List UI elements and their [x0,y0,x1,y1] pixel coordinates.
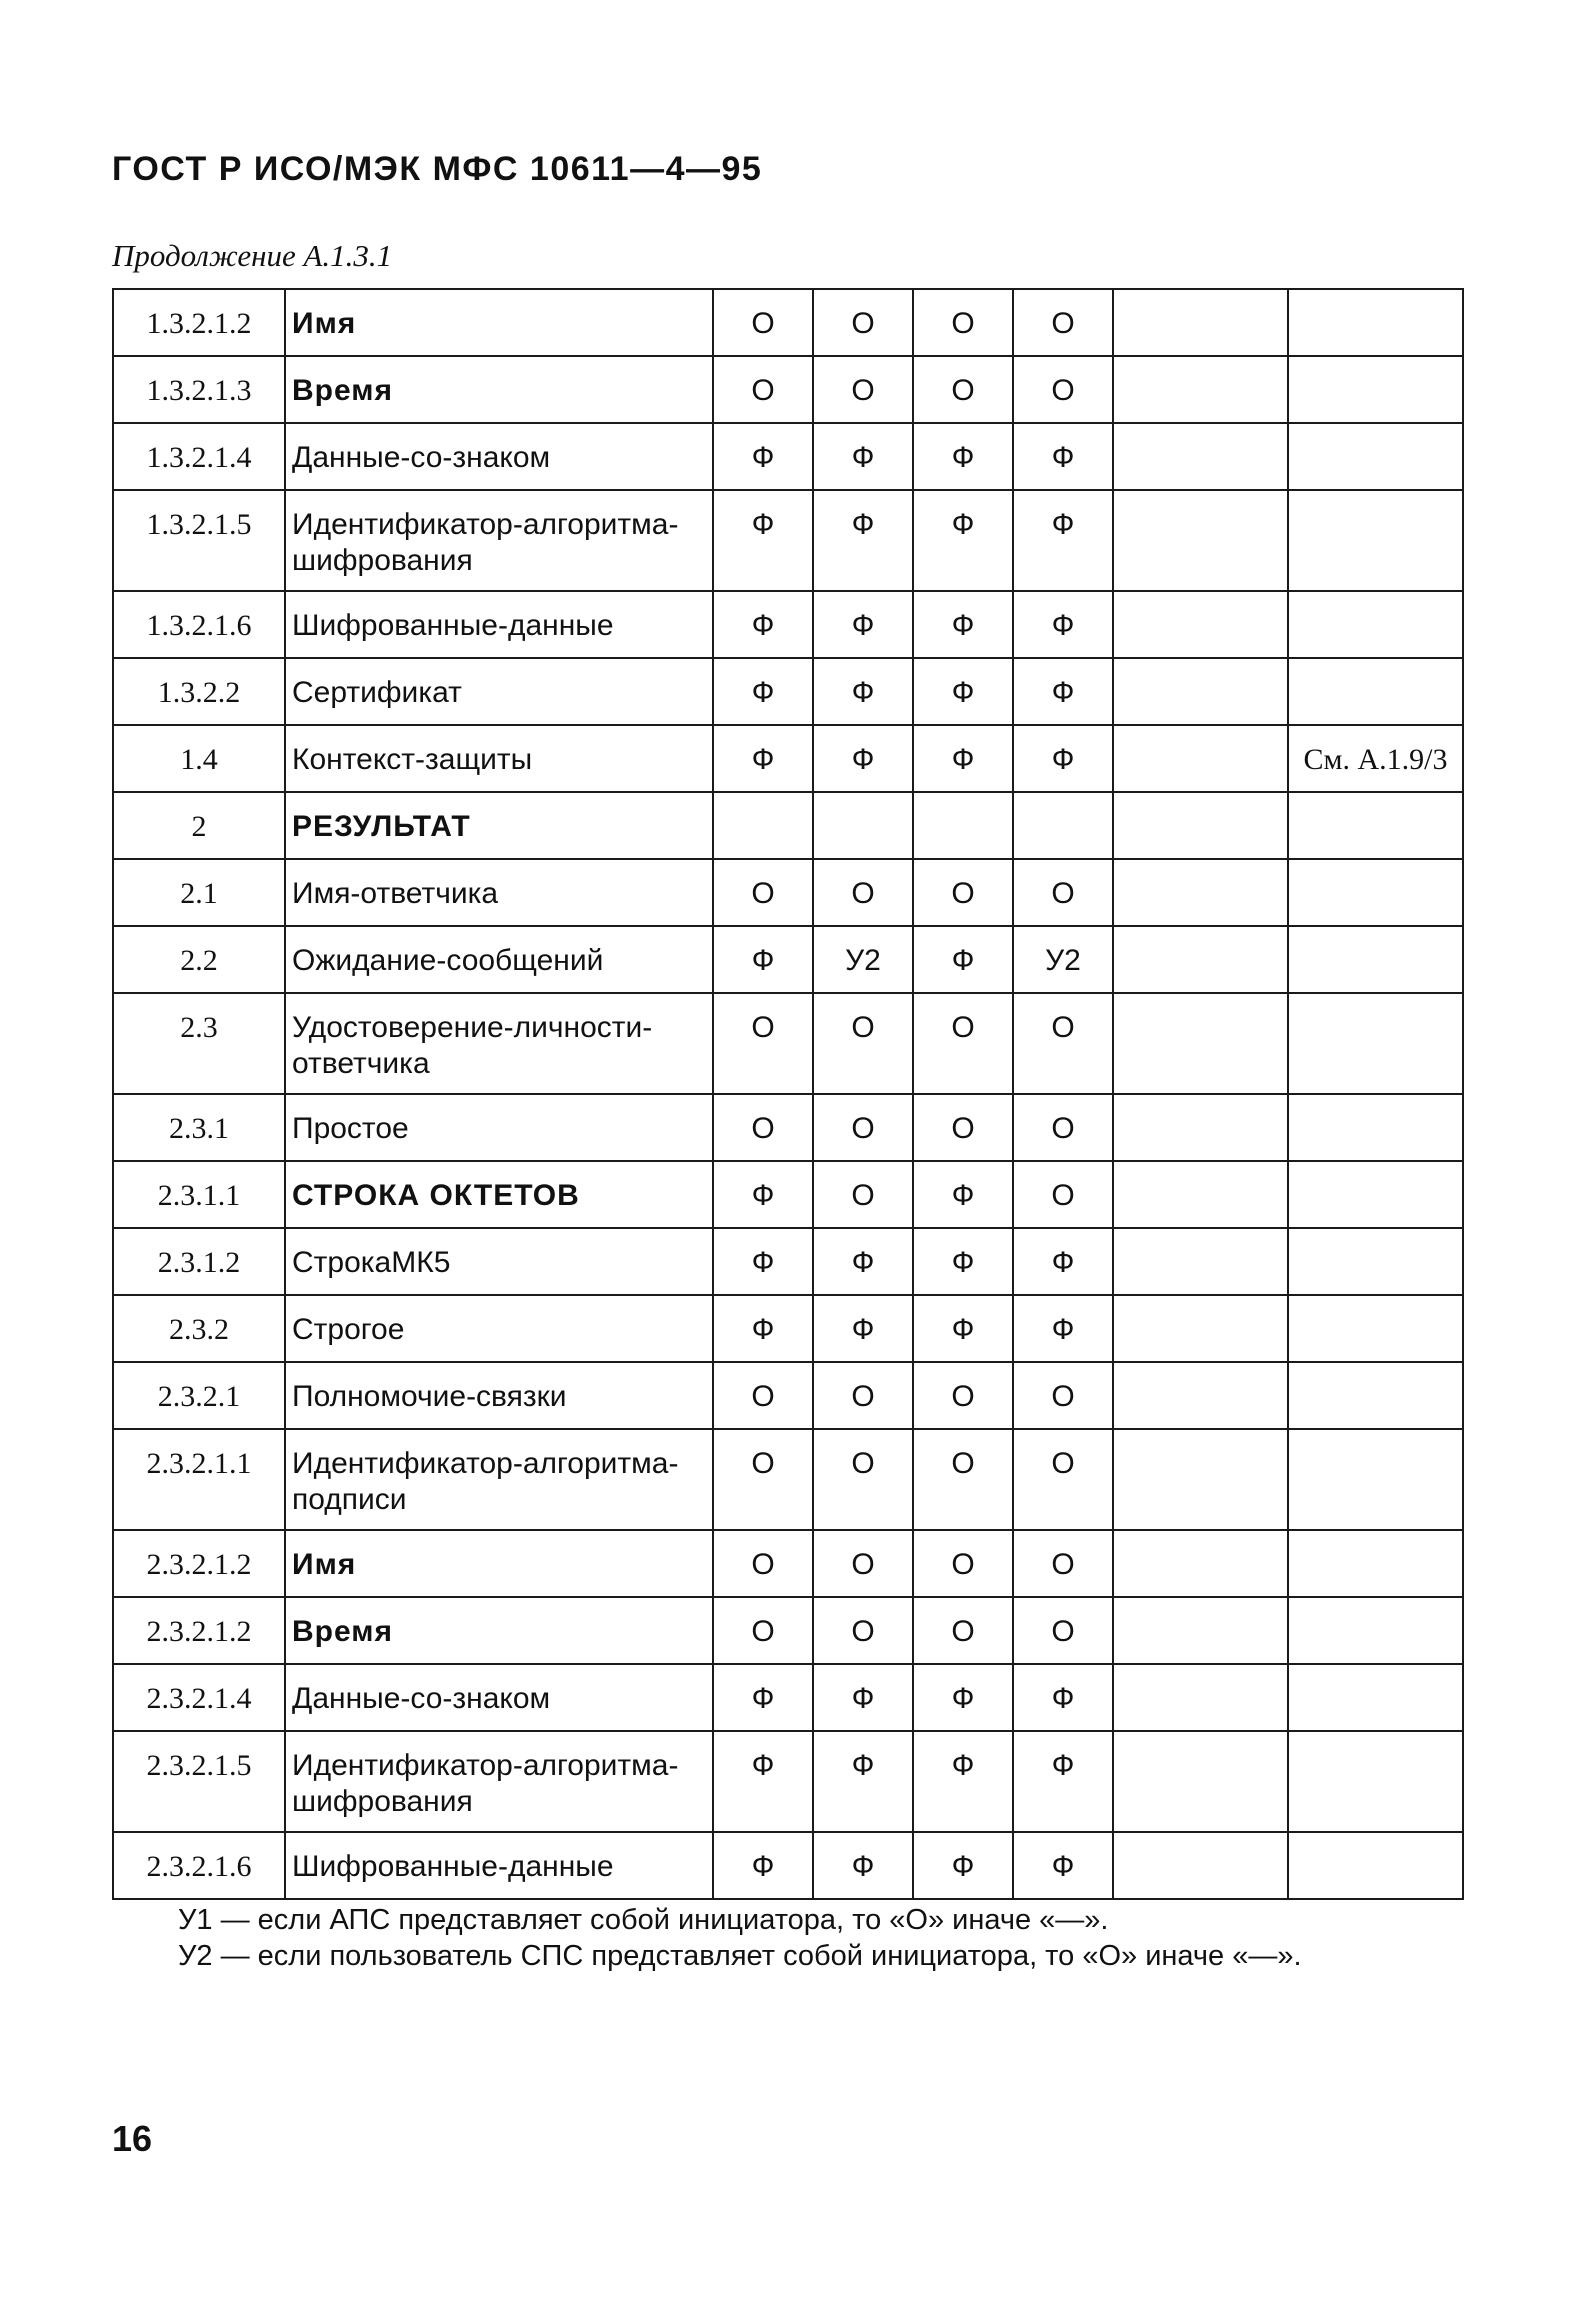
note-cell [1288,356,1463,423]
support-cell [1113,1161,1288,1228]
status-cell: О [813,1429,913,1530]
status-cell: О [1013,1362,1113,1429]
table-row [113,289,1463,356]
status-cell: Ф [813,591,913,658]
status-cell [1013,792,1113,859]
support-cell [1113,1362,1288,1429]
item-name: Шифрованные-данные [285,591,713,658]
note-cell [1288,1295,1463,1362]
status-cell: Ф [813,658,913,725]
item-name: Строгое [285,1295,713,1362]
status-cell: Ф [713,725,813,792]
support-cell [1113,1429,1288,1530]
note-cell [1288,1362,1463,1429]
table-row [113,1664,1463,1731]
status-cell: О [1013,1161,1113,1228]
support-cell [1113,1228,1288,1295]
status-cell: Ф [713,1228,813,1295]
table-row [113,926,1463,993]
table-row [113,1597,1463,1664]
status-cell: О [713,289,813,356]
table-row [113,423,1463,490]
status-cell [713,792,813,859]
item-number: 2.3.2.1.2 [113,1530,285,1597]
item-name: Идентификатор-алгоритма-шифрования [285,490,713,591]
item-number: 2.3.2.1.5 [113,1731,285,1832]
table-row [113,725,1463,792]
status-cell: Ф [813,1832,913,1899]
item-number: 1.3.2.1.4 [113,423,285,490]
item-number: 1.3.2.1.2 [113,289,285,356]
status-cell: Ф [913,926,1013,993]
note-cell [1288,658,1463,725]
item-name: Время [285,356,713,423]
item-number: 2.3.2.1.1 [113,1429,285,1530]
status-cell: Ф [713,926,813,993]
support-cell [1113,1664,1288,1731]
item-name: Время [285,1597,713,1664]
item-name: Имя [285,1530,713,1597]
item-name: Полномочие-связки [285,1362,713,1429]
status-cell: Ф [713,1295,813,1362]
status-cell: О [1013,859,1113,926]
item-number: 2.3.1.2 [113,1228,285,1295]
support-cell [1113,591,1288,658]
support-cell [1113,1731,1288,1832]
status-cell: О [1013,1530,1113,1597]
support-cell [1113,792,1288,859]
item-name: Имя [285,289,713,356]
support-cell [1113,1832,1288,1899]
table-row [113,1295,1463,1362]
status-cell: О [913,1530,1013,1597]
status-cell: Ф [713,423,813,490]
footnote-y1: У1 — если АПС представляет собой инициатора, то «О» иначе «—». [178,1904,1109,1936]
note-cell [1288,1731,1463,1832]
item-number: 2.3.2 [113,1295,285,1362]
status-cell: О [913,356,1013,423]
support-cell [1113,1295,1288,1362]
table-row [113,993,1463,1094]
status-cell: Ф [713,658,813,725]
footnotes [178,1902,1302,1974]
item-name: Ожидание-сообщений [285,926,713,993]
item-number: 2.3.2.1.2 [113,1597,285,1664]
item-name: Идентификатор-алгоритма-шифрования [285,1731,713,1832]
status-cell: Ф [913,658,1013,725]
status-cell: Ф [813,1664,913,1731]
item-number: 1.3.2.1.5 [113,490,285,591]
status-cell: Ф [713,1832,813,1899]
table-row [113,1094,1463,1161]
status-cell: Ф [1013,1731,1113,1832]
continuation-label: Продолжение А.1.3.1 [112,238,393,273]
item-number: 2.3.1.1 [113,1161,285,1228]
note-cell [1288,926,1463,993]
support-cell [1113,993,1288,1094]
item-number: 1.3.2.2 [113,658,285,725]
support-cell [1113,859,1288,926]
status-cell: У2 [813,926,913,993]
document-header: ГОСТ Р ИСО/МЭК МФС 10611—4—95 [112,150,763,188]
item-number: 2.3.2.1.4 [113,1664,285,1731]
status-cell: Ф [713,591,813,658]
status-cell: О [1013,289,1113,356]
note-cell: См. А.1.9/3 [1288,725,1463,792]
status-cell: Ф [813,1228,913,1295]
status-cell: Ф [813,490,913,591]
status-cell: О [913,993,1013,1094]
table-row [113,1429,1463,1530]
support-cell [1113,725,1288,792]
item-name: Контекст-защиты [285,725,713,792]
support-cell [1113,356,1288,423]
table-row [113,1228,1463,1295]
status-cell: О [813,859,913,926]
note-cell [1288,490,1463,591]
status-cell: О [813,993,913,1094]
status-cell: Ф [1013,1295,1113,1362]
note-cell [1288,1664,1463,1731]
status-cell: Ф [1013,1664,1113,1731]
status-cell: О [713,993,813,1094]
status-cell: О [913,1094,1013,1161]
status-cell: О [813,356,913,423]
note-cell [1288,1228,1463,1295]
table-row [113,591,1463,658]
note-cell [1288,1429,1463,1530]
status-cell: Ф [1013,1228,1113,1295]
page-number: 16 [112,2118,153,2159]
status-cell: О [1013,993,1113,1094]
status-cell: О [813,1362,913,1429]
table-row [113,1530,1463,1597]
status-cell: Ф [913,423,1013,490]
item-name: Удостоверение-личности-ответчика [285,993,713,1094]
status-cell: Ф [1013,1832,1113,1899]
status-cell: Ф [713,490,813,591]
table-row [113,859,1463,926]
table-row [113,490,1463,591]
table-row [113,356,1463,423]
status-cell: Ф [913,1161,1013,1228]
status-cell: О [1013,1429,1113,1530]
status-cell: О [913,1362,1013,1429]
support-cell [1113,1094,1288,1161]
status-cell: Ф [1013,423,1113,490]
item-name: РЕЗУЛЬТАТ [285,792,713,859]
status-cell: О [713,1429,813,1530]
status-cell: О [913,859,1013,926]
status-cell: Ф [713,1731,813,1832]
note-cell [1288,792,1463,859]
support-cell [1113,423,1288,490]
item-number: 2.3.2.1.6 [113,1832,285,1899]
item-name: Сертификат [285,658,713,725]
item-number: 1.3.2.1.3 [113,356,285,423]
status-cell [813,792,913,859]
note-cell [1288,1530,1463,1597]
status-cell: Ф [913,490,1013,591]
status-cell: О [713,356,813,423]
status-cell: Ф [913,591,1013,658]
item-number: 1.3.2.1.6 [113,591,285,658]
support-cell [1113,658,1288,725]
status-cell: Ф [1013,591,1113,658]
status-cell: Ф [913,1295,1013,1362]
item-name: Простое [285,1094,713,1161]
status-cell: Ф [913,1832,1013,1899]
status-cell: Ф [813,725,913,792]
status-cell: Ф [913,1664,1013,1731]
item-name: Шифрованные-данные [285,1832,713,1899]
table-row [113,1161,1463,1228]
support-cell [1113,1530,1288,1597]
status-cell: У2 [1013,926,1113,993]
status-cell: О [713,1362,813,1429]
status-cell: О [713,859,813,926]
note-cell [1288,289,1463,356]
status-cell: Ф [1013,658,1113,725]
item-name: Данные-со-знаком [285,423,713,490]
item-name: СтрокаМК5 [285,1228,713,1295]
table-row [113,1731,1463,1832]
status-cell: Ф [913,1228,1013,1295]
note-cell [1288,859,1463,926]
note-cell [1288,1597,1463,1664]
item-number: 2.1 [113,859,285,926]
status-cell: О [813,1161,913,1228]
support-cell [1113,926,1288,993]
status-cell: Ф [813,1295,913,1362]
status-cell: Ф [813,1731,913,1832]
status-cell: О [813,1597,913,1664]
status-cell: Ф [713,1664,813,1731]
status-cell: О [713,1094,813,1161]
status-cell: Ф [913,1731,1013,1832]
note-cell [1288,1094,1463,1161]
status-cell: О [1013,356,1113,423]
status-cell: О [913,289,1013,356]
note-cell [1288,423,1463,490]
status-cell: О [713,1530,813,1597]
item-name: Имя-ответчика [285,859,713,926]
status-cell [913,792,1013,859]
status-cell: Ф [713,1161,813,1228]
note-cell [1288,1832,1463,1899]
item-name: Данные-со-знаком [285,1664,713,1731]
status-cell: О [913,1597,1013,1664]
status-cell: О [713,1597,813,1664]
status-cell: О [1013,1597,1113,1664]
table-row [113,1362,1463,1429]
status-cell: Ф [1013,490,1113,591]
item-number: 1.4 [113,725,285,792]
status-cell: О [813,1094,913,1161]
footnote-y2: У2 — если пользователь СПС представляет собой инициатора, то «О» иначе «—». [178,1940,1302,1972]
status-cell: Ф [1013,725,1113,792]
item-number: 2.3.1 [113,1094,285,1161]
item-number: 2 [113,792,285,859]
table-row [113,792,1463,859]
support-cell [1113,490,1288,591]
item-number: 2.2 [113,926,285,993]
item-number: 2.3 [113,993,285,1094]
item-name: СТРОКА ОКТЕТОВ [285,1161,713,1228]
support-cell [1113,289,1288,356]
status-cell: О [913,1429,1013,1530]
status-cell: О [813,1530,913,1597]
table-row [113,658,1463,725]
status-cell: О [1013,1094,1113,1161]
support-cell [1113,1597,1288,1664]
status-cell: О [813,289,913,356]
note-cell [1288,1161,1463,1228]
item-number: 2.3.2.1 [113,1362,285,1429]
requirements-table [112,288,1464,1900]
table-row [113,1832,1463,1899]
item-name: Идентификатор-алгоритма-подписи [285,1429,713,1530]
status-cell: Ф [813,423,913,490]
status-cell: Ф [913,725,1013,792]
note-cell [1288,591,1463,658]
note-cell [1288,993,1463,1094]
